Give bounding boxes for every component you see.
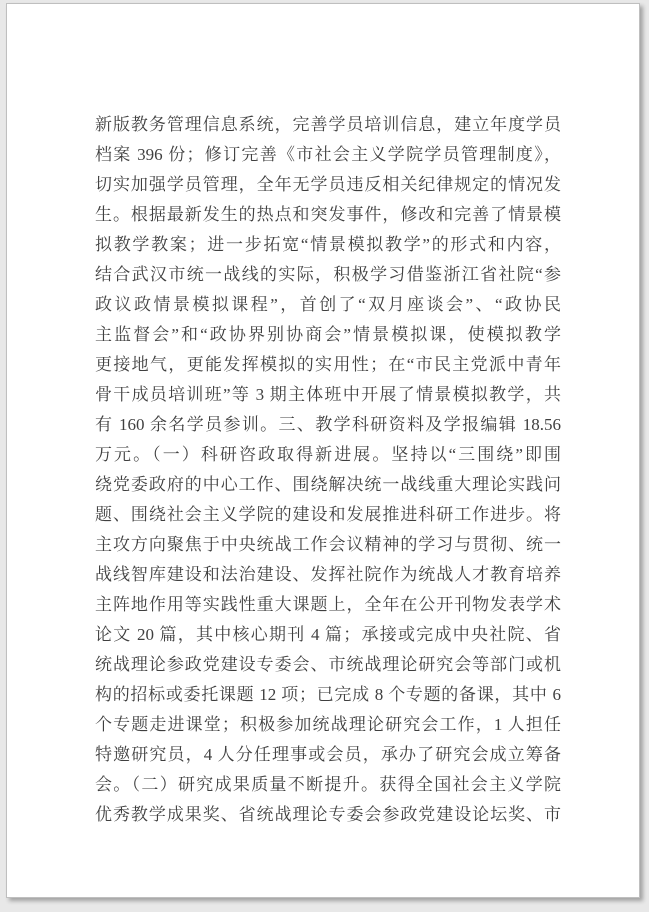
text-line: 会。（二）研究成果质量不断提升。获得全国社会主义学院 <box>95 775 561 794</box>
text-line: 骨干成员培训班”等 3 期主体班中开展了情景模拟教学，共 <box>95 385 561 404</box>
text-line: 切实加强学员管理，全年无学员违反相关纪律规定的情况发 <box>95 175 561 194</box>
text-line: 主阵地作用等实践性重大课题上，全年在公开刊物发表学术 <box>95 595 561 614</box>
text-line: 论文 20 篇，其中核心期刊 4 篇；承接或完成中央社院、省 <box>95 625 561 644</box>
text-line: 档案 396 份；修订完善《市社会主义学院学员管理制度》， <box>95 145 561 164</box>
document-text <box>95 110 561 830</box>
text-line: 更接地气，更能发挥模拟的实用性；在“市民主党派中青年 <box>95 355 561 374</box>
text-line: 新版教务管理信息系统，完善学员培训信息，建立年度学员 <box>95 115 561 134</box>
text-line: 绕党委政府的中心工作、围绕解决统一战线重大理论实践问 <box>95 475 561 494</box>
text-line: 构的招标或委托课题 12 项；已完成 8 个专题的备课，其中 6 <box>95 685 561 704</box>
text-line: 战线智库建设和法治建设、发挥社院作为统战人才教育培养 <box>95 565 561 584</box>
text-line: 统战理论参政党建设专委会、市统战理论研究会等部门或机 <box>95 655 561 674</box>
document-page <box>6 3 640 898</box>
text-line: 结合武汉市统一战线的实际，积极学习借鉴浙江省社院“参 <box>95 265 561 284</box>
text-line: 主监督会”和“政协界别协商会”情景模拟课，使模拟教学 <box>95 325 561 344</box>
text-line: 拟教学教案；进一步拓宽“情景模拟教学”的形式和内容， <box>95 235 561 254</box>
text-line: 优秀教学成果奖、省统战理论专委会参政党建设论坛奖、市 <box>95 805 561 824</box>
text-line: 题、围绕社会主义学院的建设和发展推进科研工作进步。将 <box>95 505 561 524</box>
text-line: 万元。（一）科研咨政取得新进展。坚持以“三围绕”即围 <box>95 445 561 464</box>
text-line: 特邀研究员，4 人分任理事或会员，承办了研究会成立筹备 <box>95 745 561 764</box>
text-line: 政议政情景模拟课程”，首创了“双月座谈会”、“政协民 <box>95 295 561 314</box>
text-line: 有 160 余名学员参训。三、教学科研资料及学报编辑 18.56 <box>95 415 561 434</box>
text-line: 主攻方向聚焦于中央统战工作会议精神的学习与贯彻、统一 <box>95 535 561 554</box>
text-line: 生。根据最新发生的热点和突发事件，修改和完善了情景模 <box>95 205 561 224</box>
text-line: 个专题走进课堂；积极参加统战理论研究会工作，1 人担任 <box>95 715 561 734</box>
